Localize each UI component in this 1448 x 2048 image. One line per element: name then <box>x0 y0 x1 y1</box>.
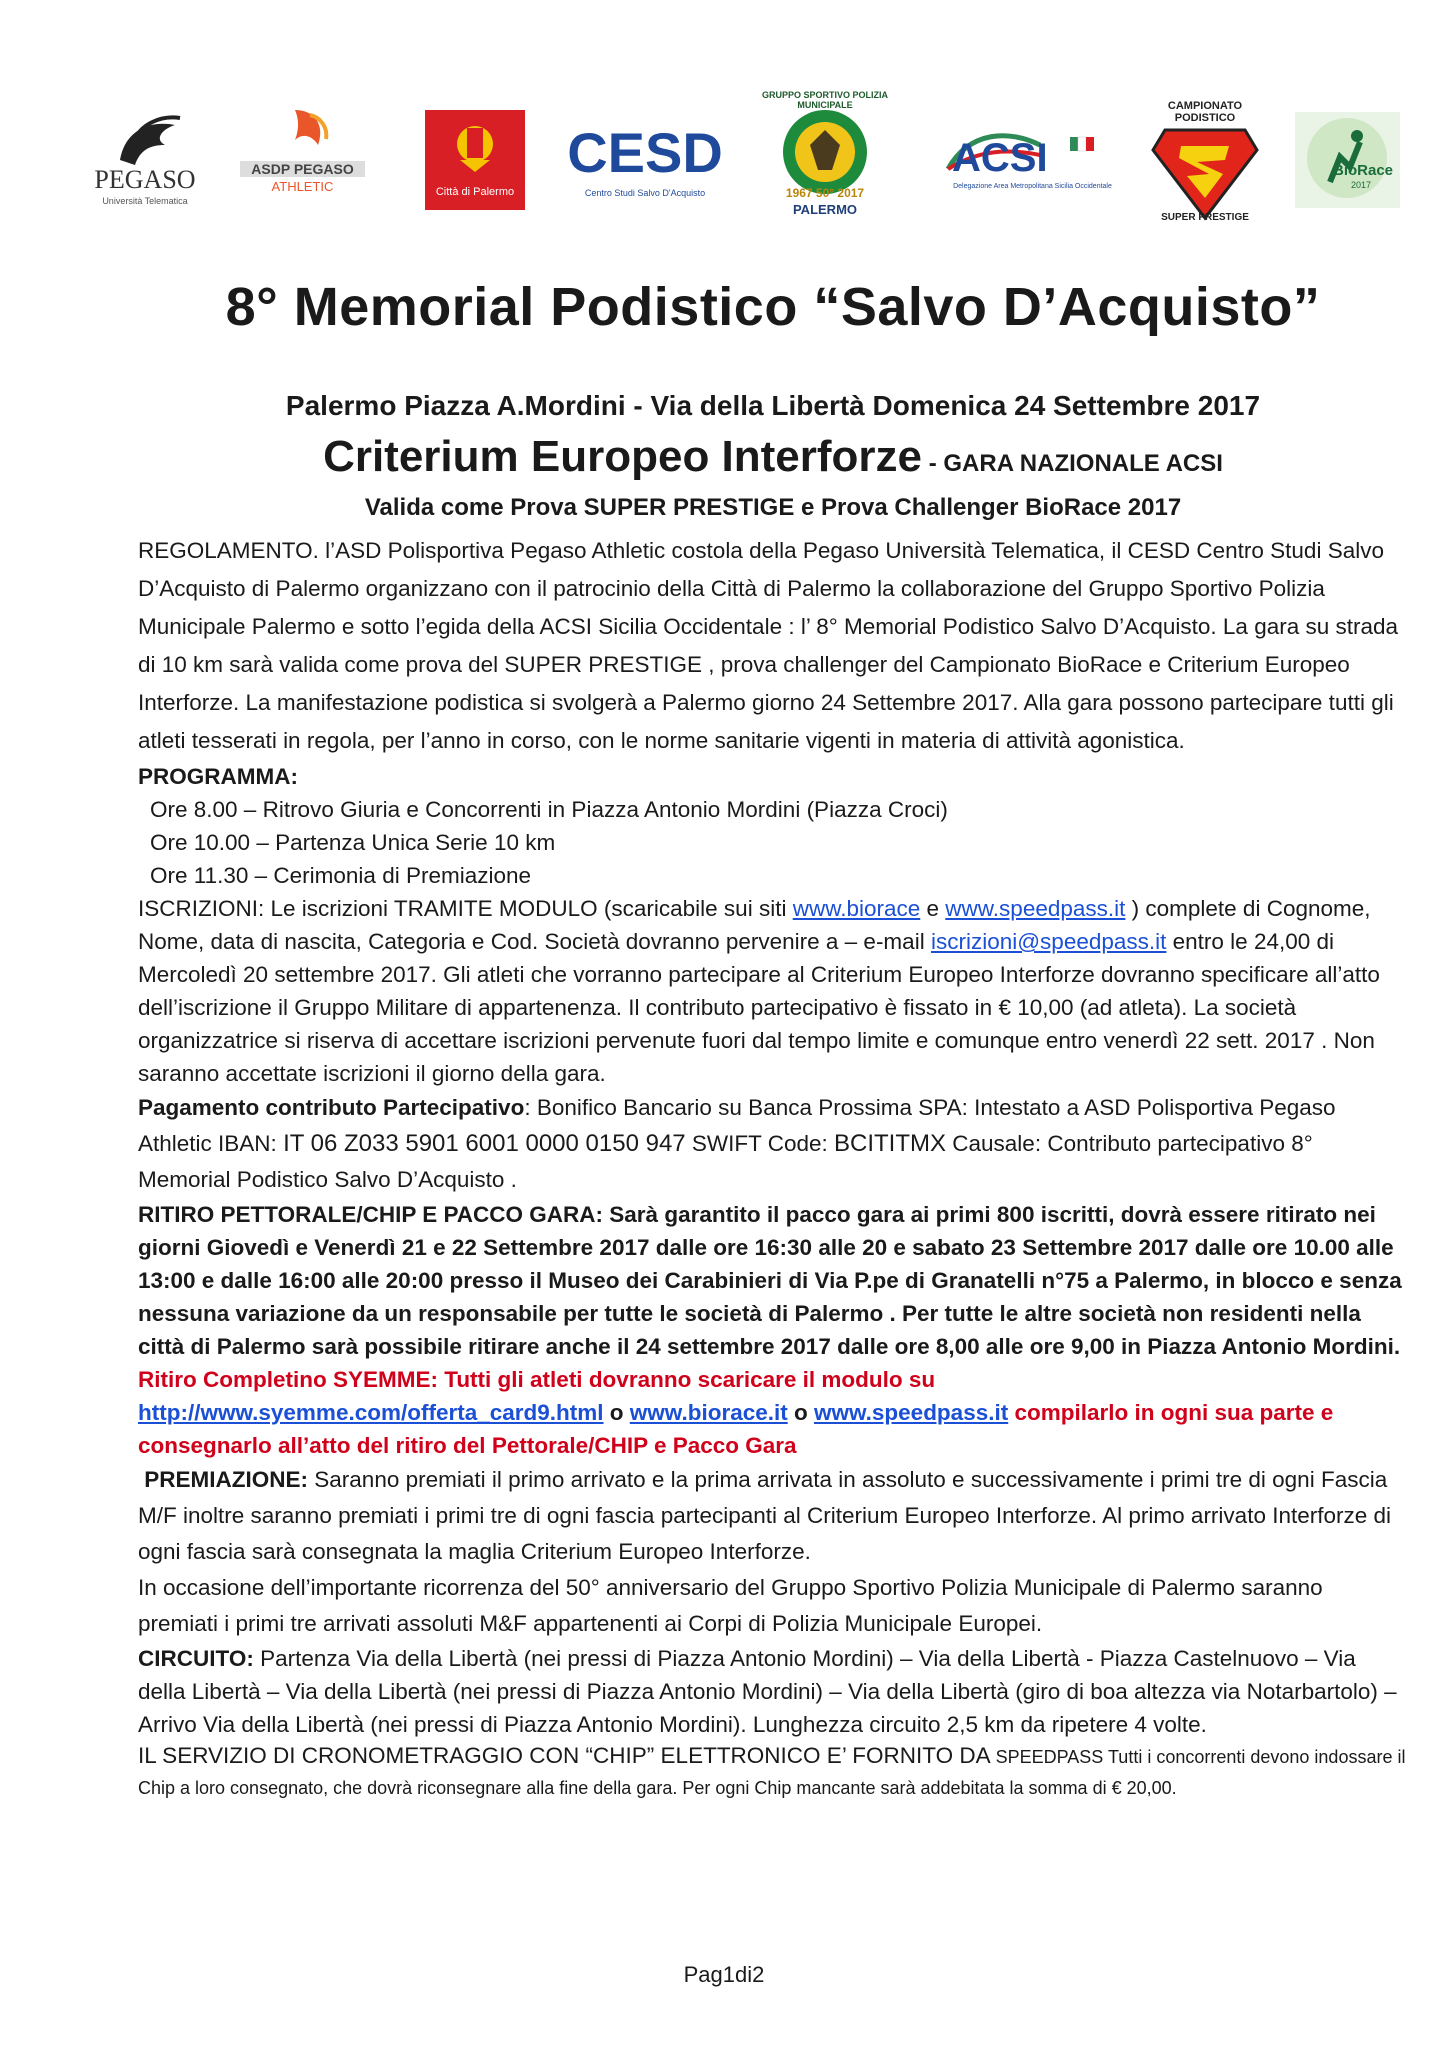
acsi-logo <box>940 125 1125 205</box>
premiazione-anniversary: In occasione dell’importante ricorrenza del 50° anniversario del Gruppo Sportivo Polizia Municipale di Palermo saranno premiati i primi tre arrivati assoluti M&F appartenenti ai Corpi di Polizia Municipale Europei. <box>138 1575 1323 1636</box>
event-location-date: Palermo Piazza A.Mordini - Via della Libertà Domenica 24 Settembre 2017 <box>285 390 1261 421</box>
circuito-text: Partenza Via della Libertà (nei pressi di Piazza Antonio Mordini) – Via della Libertà - Piazza Castelnuovo – Via della Libertà – Via della Libertà (nei pressi di Piazza Antonio Mordini) – Via della Libertà (giro di boa altezza via Notarbartolo) – Arrivo Via della Libertà (nei pressi di Piazza Antonio Mordini). Lunghezza circuito 2,5 km da ripetere 4 volte. <box>138 1646 1397 1737</box>
speedpass-link[interactable]: www.speedpass.it <box>945 896 1126 921</box>
criterium-title: Criterium Europeo Interforze <box>323 432 923 481</box>
premiazione-text: Saranno premiati il primo arrivato e la prima arrivata in assoluto e successivamente i primi tre di ogni Fascia M/F inoltre saranno premiati i primi tre di ogni fascia partecipanti al Criterium Europeo Interforze. Al primo arrivato Interforze di ogni fascia sarà consegnata la maglia Criterium Europeo Interforze. <box>138 1467 1392 1564</box>
ritiro-paragraph: RITIRO PETTORALE/CHIP E PACCO GARA: Sarà garantito il pacco gara ai primi 800 iscritti, dovrà essere ritirato nei giorni Giovedì e Venerdì 21 e 22 Settembre 2017 dalle ore 16:30 alle 20 e sabato 23 Settembre 2017 dalle ore 10.00 alle 13:00 e dalle 16:00 alle 20:00 presso il Museo dei Carabinieri di Via P.pe di Granatelli n°75 a Palermo, in blocco e senza nessuna variazione da un responsabile per tutte le società di Palermo . Per tutte le altre società non residenti nella città di Palermo sarà possibile ritirare anche il 24 settembre 2017 dalle ore 8,00 alle ore 9,00 in Piazza Antonio Mordini. <box>138 1202 1402 1359</box>
circuito-label: CIRCUITO: <box>138 1646 254 1671</box>
cesd-name: CESD <box>567 121 723 184</box>
pegaso-sub: Università Telematica <box>102 196 188 206</box>
pagamento-text: Causale: Contributo partecipativo 8° Memorial Podistico Salvo D’Acquisto . <box>138 1131 1313 1192</box>
iscrizioni-paragraph <box>138 892 1408 1090</box>
cronometraggio-paragraph <box>138 1741 1408 1803</box>
asdp-name: ASDP PEGASO <box>240 161 365 177</box>
programma-heading: PROGRAMMA: <box>138 764 298 789</box>
ritiro-section <box>138 1198 1408 1462</box>
biorace-it-link[interactable]: www.biorace.it <box>629 1400 788 1425</box>
biorace-logo <box>1295 112 1400 208</box>
asdp-pegaso-logo <box>240 105 365 205</box>
super-top: CAMPIONATO PODISTICO <box>1167 100 1243 124</box>
event-validity: Valida come Prova SUPER PRESTIGE e Prova Challenger BioRace 2017 <box>364 494 1182 521</box>
programma-item: Ore 10.00 – Partenza Unica Serie 10 km <box>150 830 556 855</box>
cesd-logo <box>567 120 723 210</box>
premiazione-label: PREMIAZIONE: <box>144 1467 309 1492</box>
iscrizioni-text: ) complete di Cognome, Nome, data di nascita, Categoria e Cod. Società dovranno pervenire a – e-mail <box>138 896 1371 954</box>
syemme-link[interactable]: http://www.syemme.com/offerta_card9.html <box>138 1400 604 1425</box>
acsi-caption: Delegazione Area Metropolitana Sicilia Occidentale <box>953 183 1112 190</box>
super-bottom: SUPER PRESTIGE <box>1161 212 1249 223</box>
iscrizioni-text: e <box>920 896 946 921</box>
asdp-sub: ATHLETIC <box>271 179 334 194</box>
acsi-name: ACSI <box>952 136 1048 180</box>
pagamento-label: Pagamento contributo Partecipativo <box>138 1095 525 1120</box>
swift-value: BCITITMX <box>834 1130 947 1157</box>
criterium-note: - GARA NAZIONALE ACSI <box>922 450 1223 477</box>
programma-item: Ore 8.00 – Ritrovo Giuria e Concorrenti in Piazza Antonio Mordini (Piazza Croci) <box>150 797 948 822</box>
email-link[interactable]: iscrizioni@speedpass.it <box>930 929 1167 954</box>
regolamento-paragraph: REGOLAMENTO. l’ASD Polisportiva Pegaso Athletic costola della Pegaso Università Telematica, il CESD Centro Studi Salvo D’Acquisto di Palermo organizzano con il patrocinio della Città di Palermo la collaborazione del Gruppo Sportivo Polizia Municipale Palermo e sotto l’egida della ACSI Sicilia Occidentale : l’ 8° Memorial Podistico Salvo D’Acquisto. La gara su strada di 10 km sarà valida come prova del SUPER PRESTIGE , prova challenger del Campionato BioRace e Criterium Europeo Interforze. La manifestazione podistica si svolgerà a Palermo giorno 24 Settembre 2017. Alla gara possono partecipare tutti gli atleti tesserati in regola, per l’anno in corso, con le norme sanitarie vigenti in materia di attività agonistica. <box>138 538 1399 753</box>
super-prestige-logo <box>1145 100 1265 230</box>
polizia-city: PALERMO <box>792 202 858 217</box>
cesd-caption: Centro Studi Salvo D'Acquisto <box>584 188 706 198</box>
premiazione-paragraph <box>138 1462 1408 1570</box>
syemme-text: compilarlo in ogni sua parte e consegnarlo all’atto del ritiro del Pettorale/CHIP e Pacco Gara <box>138 1400 1334 1458</box>
iscrizioni-text: entro le 24,00 di Mercoledì 20 settembre 2017. Gli atleti che vorranno partecipare al Criterium Europeo Interforze dovranno specificare all’atto dell’iscrizione il Gruppo Militare di appartenenza. Il contributo partecipativo è fissato in € 10,00 (ad atleta). La società organizzatrice si riserva di accettare iscrizioni pervenute fuori dal tempo limite e comunque entro venerdì 22 sett. 2017 . Non saranno accettate iscrizioni il giorno della gara. <box>138 929 1380 1086</box>
biorace-year: 2017 <box>1351 180 1372 190</box>
iban-value: IT 06 Z033 5901 6001 0000 0150 947 <box>283 1130 686 1157</box>
biorace-name: BioRace <box>1333 162 1394 179</box>
speedpass-it-link[interactable]: www.speedpass.it <box>813 1400 1009 1425</box>
polizia-years: 1967 50° 2017 <box>785 186 865 200</box>
citta-palermo-logo <box>425 110 525 210</box>
syemme-or: o <box>787 1400 814 1425</box>
cronometraggio-text: SPEEDPASS Tutti i concorrenti devono indossare il Chip a loro consegnato, che dovrà riconsegnare alla fine della gara. Per ogni Chip mancante sarà addebitata la somma di € 20,00. <box>138 1747 1406 1798</box>
cronometraggio-text: IL SERVIZIO DI CRONOMETRAGGIO CON “CHIP” ELETTRONICO E’ FORNITO DA <box>138 1743 996 1768</box>
syemme-or: o <box>603 1400 630 1425</box>
pegaso-name: PEGASO <box>94 165 196 194</box>
programma-section <box>138 760 1408 1090</box>
document-body <box>138 532 1408 1803</box>
page-number: Pag1di2 <box>683 1962 765 1987</box>
programma-item: Ore 11.30 – Cerimonia di Premiazione <box>150 863 532 888</box>
pegaso-logo <box>80 110 210 210</box>
iscrizioni-text: ISCRIZIONI: Le iscrizioni TRAMITE MODULO (scaricabile sui siti <box>138 896 793 921</box>
syemme-text: Ritiro Completino SYEMME: Tutti gli atleti dovranno scaricare il modulo su <box>138 1367 936 1392</box>
logo-row <box>80 90 1410 240</box>
circuito-paragraph <box>138 1642 1408 1741</box>
event-criterium <box>138 432 1408 482</box>
biorace-link[interactable]: www.biorace <box>792 896 921 921</box>
polizia-municipale-logo <box>760 90 890 220</box>
pagamento-paragraph <box>138 1090 1408 1198</box>
syemme-paragraph <box>138 1363 1408 1462</box>
pagamento-text: : Bonifico Bancario su Banca Prossima SPA: Intestato a ASD Polisportiva Pegaso Athletic IBAN: <box>138 1095 1336 1156</box>
palermo-caption: Città di Palermo <box>435 186 515 198</box>
page-title: 8° Memorial Podistico “Salvo D’Acquisto” <box>225 277 1321 337</box>
swift-label: SWIFT Code: <box>685 1131 835 1156</box>
polizia-top: GRUPPO SPORTIVO POLIZIA MUNICIPALE <box>761 90 888 110</box>
